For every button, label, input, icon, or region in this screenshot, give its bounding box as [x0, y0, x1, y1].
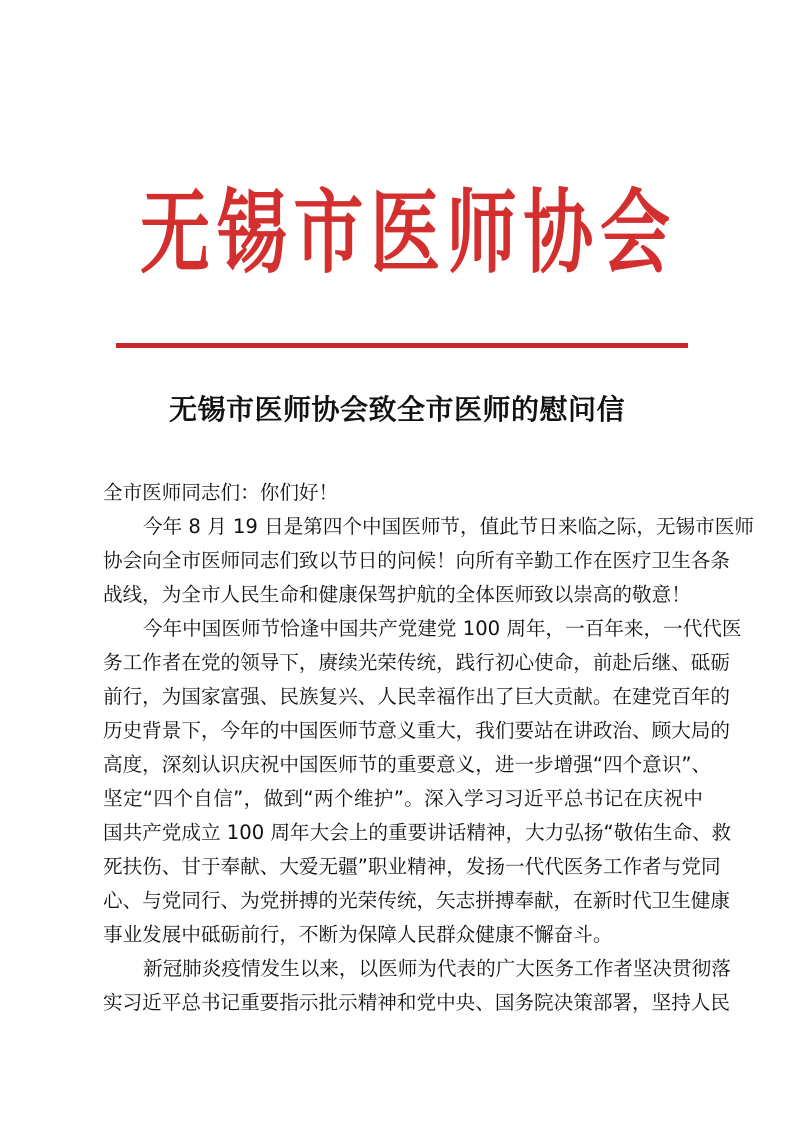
paragraph-line: 事业发展中砥砺前行，不断为保障人民群众健康不懈奋斗。 [103, 923, 613, 946]
masthead-char: 市 [293, 178, 364, 287]
masthead-char: 无 [140, 178, 210, 287]
letter-body [103, 476, 754, 1020]
salutation: 全市医师同志们：你们好！ [103, 481, 339, 504]
masthead-char: 医 [369, 178, 440, 287]
paragraph-line: 协会向全市医师同志们致以节日的问候！向所有辛勤工作在医疗卫生各条 [103, 549, 730, 572]
red-divider-rule [116, 343, 688, 348]
paragraph-line: 死扶伤、甘于奉献、大爱无疆”职业精神，发扬一代代医务工作者与党同 [103, 855, 721, 878]
paragraph-line: 今年 8 月 19 日是第四个中国医师节，值此节日来临之际，无锡市医师 [143, 515, 754, 538]
paragraph-line: 高度，深刻认识庆祝中国医师节的重要意义，进一步增强“四个意识”、 [103, 753, 712, 776]
paragraph-line: 实习近平总书记重要指示批示精神和党中央、国务院决策部署，坚持人民 [103, 991, 730, 1014]
masthead-char: 锡 [216, 178, 287, 287]
paragraph-line: 战线，为全市人民生命和健康保驾护航的全体医师致以崇高的敬意！ [103, 583, 691, 606]
paragraph-2 [103, 612, 742, 952]
paragraph-line: 务工作者在党的领导下，赓续光荣传统，践行初心使命，前赴后继、砥砺 [103, 651, 730, 674]
paragraph-line: 坚定“四个自信”，做到“两个维护”。深入学习习近平总书记在庆祝中 [103, 787, 703, 810]
paragraph-3 [103, 952, 731, 1020]
paragraph-1 [103, 510, 754, 612]
paragraph-line: 历史背景下，今年的中国医师节意义重大，我们要站在讲政治、顾大局的 [103, 719, 730, 742]
paragraph-line: 今年中国医师节恰逢中国共产党建党 100 周年，一百年来，一代代医 [143, 617, 742, 640]
masthead-char: 师 [446, 178, 517, 287]
paragraph-line: 心、与党同行、为党拼搏的光荣传统，矢志拼搏奉献，在新时代卫生健康 [103, 889, 730, 912]
paragraph-line: 国共产党成立 100 周年大会上的重要讲话精神，大力弘扬“敬佑生命、救 [103, 821, 732, 844]
masthead-org-name [140, 178, 670, 288]
masthead-char: 协 [523, 178, 594, 287]
document-title: 无锡市医师协会致全市医师的慰问信 [168, 393, 625, 426]
paragraph-line: 前行，为国家富强、民族复兴、人民幸福作出了巨大贡献。在建党百年的 [103, 685, 730, 708]
masthead-char: 会 [599, 178, 670, 287]
paragraph-line: 新冠肺炎疫情发生以来，以医师为代表的广大医务工作者坚决贯彻落 [143, 957, 731, 980]
